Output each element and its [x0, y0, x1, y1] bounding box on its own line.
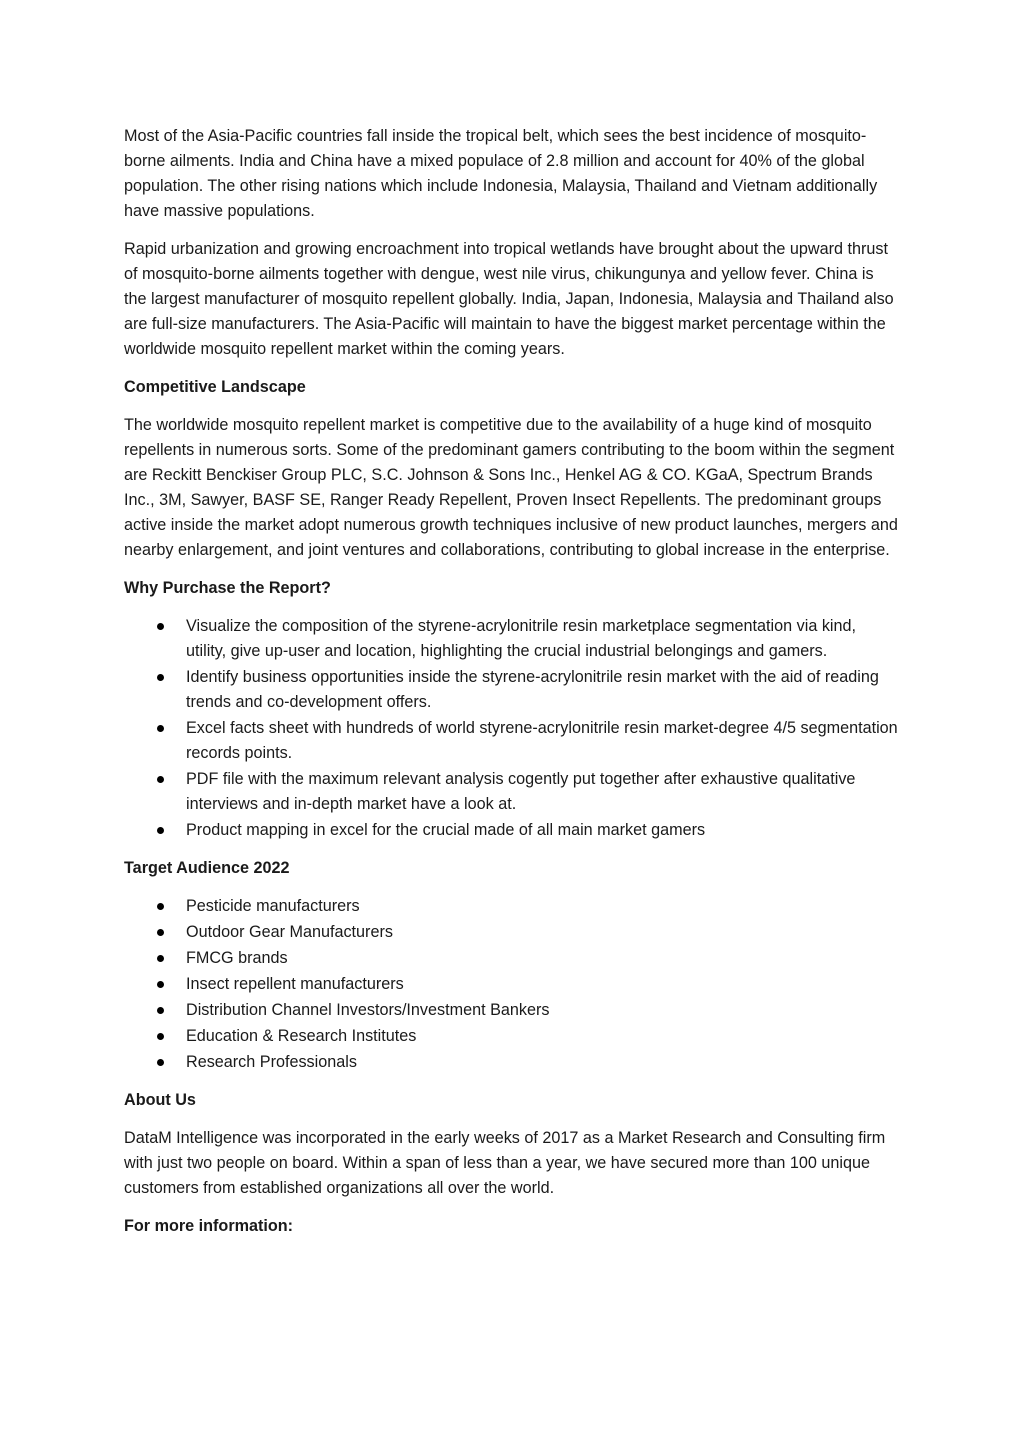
list-item-text: FMCG brands [186, 949, 288, 967]
heading-about-us: About Us [124, 1091, 196, 1109]
paragraph-urbanization: Rapid urbanization and growing encroachment into tropical wetlands have brought about the upward thrust of mosquito-borne ailments together with dengue, west nile virus, chikungunya and yellow fever. China is the largest manufacturer of mosquito repellent globally. India, Japan, Indonesia, Malaysia and Thailand also are full-size manufacturers. The Asia-Pacific will maintain to have the biggest market percentage within the worldwide mosquito repellent market within the coming years. [124, 240, 894, 358]
list-item-text: Research Professionals [186, 1053, 357, 1071]
paragraph-competitive-landscape: The worldwide mosquito repellent market is competitive due to the availability of a huge kind of mosquito repellents in numerous sorts. Some of the predominant gamers contributing to the boom within the segment are Reckitt Benckiser Group PLC, S.C. Johnson & Sons Inc., Henkel AG & CO. KGaA, Spectrum Brands Inc., 3M, Sawyer, BASF SE, Ranger Ready Repellent, Proven Insect Repellents. The predominant groups active inside the market adopt numerous growth techniques inclusive of new product launches, mergers and nearby enlargement, and joint ventures and collaborations, contributing to global increase in the enterprise. [124, 416, 898, 559]
heading-target-audience: Target Audience 2022 [124, 859, 290, 877]
list-item-text: Distribution Channel Investors/Investment Bankers [186, 1001, 550, 1019]
list-item [124, 998, 899, 1023]
bullet-icon [157, 827, 164, 834]
list-item-text: Product mapping in excel for the crucial made of all main market gamers [186, 821, 706, 839]
list-item-text: Identify business opportunities inside the styrene-acrylonitrile resin market with the aid of reading trends and co-development offers. [186, 668, 879, 711]
list-item-text: Excel facts sheet with hundreds of world styrene-acrylonitrile resin market-degree 4/5 segmentation records points. [186, 719, 898, 762]
bullet-icon [157, 981, 164, 988]
bullet-icon [157, 1059, 164, 1066]
bullet-icon [157, 929, 164, 936]
bullet-icon [157, 1007, 164, 1014]
list-item-text: Insect repellent manufacturers [186, 975, 404, 993]
list-item-text: Pesticide manufacturers [186, 897, 360, 915]
bullet-icon [157, 674, 164, 681]
list-item [124, 665, 899, 715]
list-item [124, 818, 899, 843]
list-item [124, 716, 899, 766]
list-item-text: Outdoor Gear Manufacturers [186, 923, 393, 941]
list-item-text: Visualize the composition of the styrene-acrylonitrile resin marketplace segmentation via kind, utility, give up-user and location, highlighting the crucial industrial belongings and gamers. [186, 617, 857, 660]
document-page [124, 124, 899, 1252]
list-item [124, 894, 899, 919]
list-item [124, 1050, 899, 1075]
target-audience-list [124, 894, 899, 1075]
bullet-icon [157, 955, 164, 962]
list-item [124, 920, 899, 945]
bullet-icon [157, 1033, 164, 1040]
why-purchase-list [124, 614, 899, 843]
bullet-icon [157, 623, 164, 630]
paragraph-asia-pacific: Most of the Asia-Pacific countries fall inside the tropical belt, which sees the best incidence of mosquito-borne ailments. India and China have a mixed populace of 2.8 million and account for 40% of the global population. The other rising nations which include Indonesia, Malaysia, Thailand and Vietnam additionally have massive populations. [124, 127, 878, 220]
heading-why-purchase: Why Purchase the Report? [124, 579, 331, 597]
list-item [124, 946, 899, 971]
heading-more-information: For more information: [124, 1217, 294, 1235]
list-item-text: PDF file with the maximum relevant analysis cogently put together after exhaustive qualitative interviews and in-depth market have a look at. [186, 770, 856, 813]
list-item [124, 1024, 899, 1049]
heading-competitive-landscape: Competitive Landscape [124, 378, 306, 396]
bullet-icon [157, 903, 164, 910]
paragraph-about-us: DataM Intelligence was incorporated in the early weeks of 2017 as a Market Research and Consulting firm with just two people on board. Within a span of less than a year, we have secured more than 100 unique customers from established organizations all over the world. [124, 1129, 886, 1197]
list-item [124, 972, 899, 997]
bullet-icon [157, 725, 164, 732]
list-item [124, 614, 899, 664]
bullet-icon [157, 776, 164, 783]
list-item [124, 767, 899, 817]
list-item-text: Education & Research Institutes [186, 1027, 417, 1045]
